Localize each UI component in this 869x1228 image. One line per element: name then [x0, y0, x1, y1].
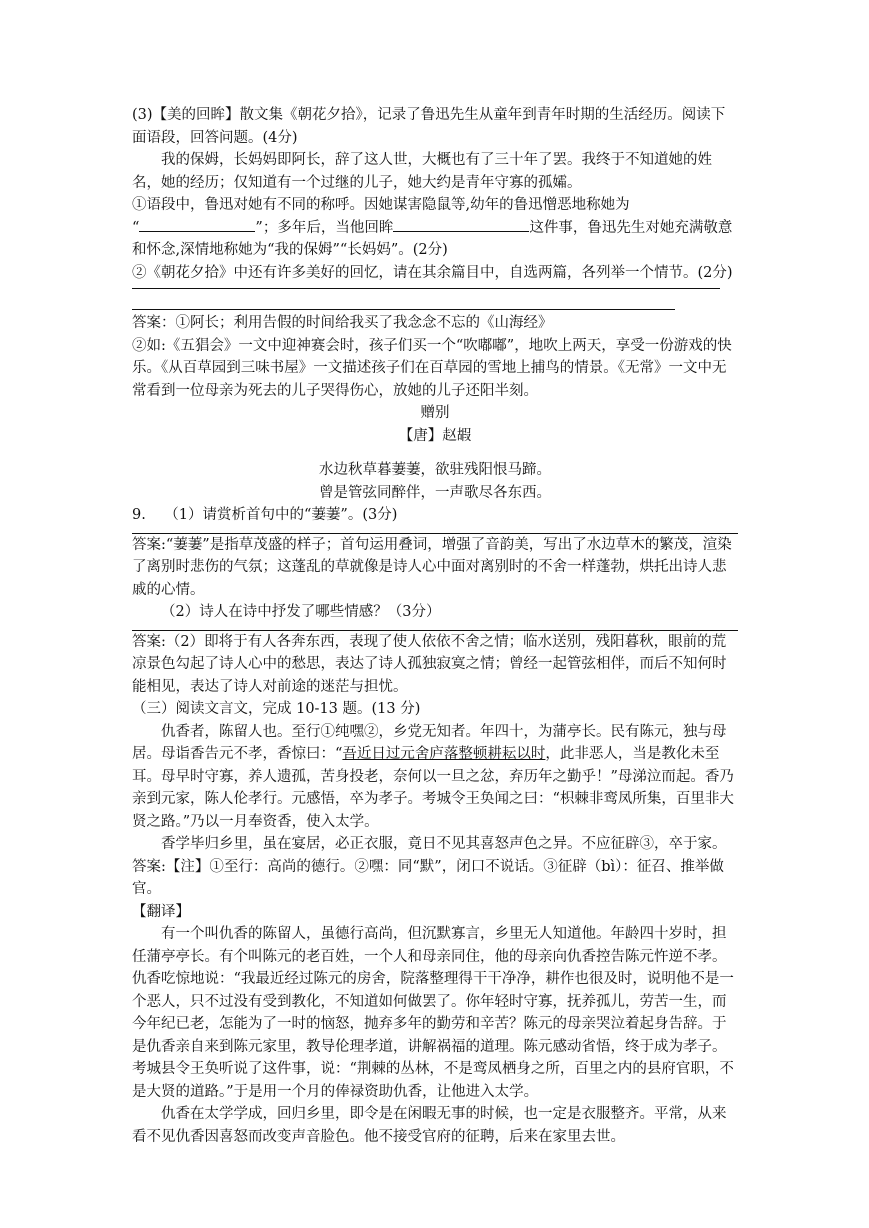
q9-question-2: （2）诗人在诗中抒发了哪些情感？（3分） — [161, 604, 441, 620]
poem-line-1: 水边秋草暮萋萋，欲驻残阳恨马蹄。 — [319, 462, 551, 478]
para1-text-b: ，此非恶人，当是教化未至耳。母早时守寡，养人遗孤，苦身投老，奈何以一旦之忿，弃历年之勤乎！”母涕泣而起。香乃亲到元家，陈人伦孝行。元感悟，卒为孝子。考城令王奂闻之曰：“枳棘非鸾凤所集，百里非大贤之路。”乃以一月奉资香，使入太学。 — [132, 746, 734, 830]
q3-answer-2: ②如:《五猖会》一文中迎神赛会时，孩子们买一个“吹嘟嘟”，地吹上两天，享受一份游戏的快乐。《从百草园到三味书屋》一文描述孩子们在百草园的雪地上捕鸟的情景。《无常》一文中无常看到一位母亲为死去的儿子哭得伤心，放她的儿子还阳半刻。 — [132, 337, 732, 399]
poem-author: 【唐】赵嘏 — [398, 427, 472, 444]
q3-intro: (3)【美的回眸】散文集《朝花夕拾》，记录了鲁迅先生从童年到青年时期的生活经历。阅读下面语段，回答问题。(4分) — [132, 107, 726, 146]
classical-para-2: 香学毕归乡里，虽在宴居，必正衣服，竟日不见其喜怒声色之异。不应征辟③，卒于家。 — [161, 836, 727, 852]
q9-answer-2: 答案:（2）即将于有人各奔东西，表现了使人依依不舍之情；临水送别，残阳暮秋，眼前的荒凉景色勾起了诗人心中的愁思，表达了诗人孤独寂寞之情；曾经一起管弦相伴，而后不知何时能相见，表达了诗人对前途的迷茫与担忧。 — [132, 633, 727, 695]
translation-heading: 【翻译】 — [132, 903, 190, 920]
q3-sub1-a: ①语段中，鲁迅对她有不同的称呼。因她谋害隐鼠等,幼年的鲁迅憎恶地称她为 — [132, 197, 630, 213]
sub1-mid-text: ”；多年后，当他回眸 — [255, 219, 394, 236]
poem-line-2: 曾是管弦同醉伴，一声歌尽各东西。 — [319, 484, 551, 501]
answer-line-2[interactable] — [132, 309, 675, 310]
q3-answer-1: 答案：①阿长；利用告假的时间给我买了我念念不忘的《山海经》 — [132, 315, 553, 331]
q9-answer-1: 答案:“萋萋”是指草茂盛的样子；首句运用叠词，增强了音韵美，写出了水边草木的繁茂，渲染了离别时悲伤的气氛；这蓬乱的草就像是诗人心中面对离别时的不舍一样蓬勃，烘托出诗人悲戚的心情。 — [132, 536, 732, 598]
q9-q1-text: （1）请赏析首句中的“萋萋”。(3分) — [164, 507, 398, 523]
q3-sub2: ②《朝花夕拾》中还有许多美好的回忆，请在其余篇目中，自选两篇，各列举一个情节。(2分) — [132, 264, 733, 281]
poem-title: 赠别 — [420, 405, 450, 421]
q9-question-1 — [132, 504, 738, 527]
para1-underlined-sentence: 吾近日过元舍庐落整顿耕耘以时 — [342, 746, 546, 762]
translation-para-1: 有一个叫仇香的陈留人，虽德行高尚，但沉默寡言，乡里无人知道他。年龄四十岁时，担任蒲亭亭长。有个叫陈元的老百姓，一个人和母亲同住，他的母亲向仇香控告陈元忤逆不孝。仇香吃惊地说：“我最近经过陈元的房舍，院落整理得干干净净，耕作也很及时，说明他不是一个恶人，只不过没有受到教化，不知道如何做罢了。你年轻时守寡，抚养孤儿，劳苦一生，而今年纪已老，怎能为了一时的恼怒，抛弃多年的勤劳和辛苦？陈元的母亲哭泣着起身告辞。于是仇香亲自来到陈元家里，教导伦理孝道，讲解祸福的道理。陈元感动省悟，终于成为孝子。考城县令王奂听说了这件事，说：“荆棘的丛林，不是鸾凤栖身之所，百里之内的县府官职，不是大贤的道路。”于是用一个月的俸禄资助仇香，让他进入太学。 — [132, 926, 734, 1100]
section3-heading: （三）阅读文言文，完成 10-13 题。(13 分) — [132, 701, 421, 717]
answer-blank-2[interactable] — [393, 217, 529, 232]
q9-number: 9. — [132, 507, 146, 523]
quote-open: “ — [132, 219, 140, 236]
translation-para-2: 仇香在太学学成，回归乡里，即令是在闲暇无事的时候，也一定是衣服整齐。平常，从来看不见仇香因喜怒而改变声音脸色。他不接受官府的征聘，后来在家里去世。 — [132, 1106, 727, 1145]
classical-notes: 答案:【注】①至行：高尚的德行。②嘿：同“默”，闭口不说话。③征辟（bì）：征召、推举做官。 — [132, 858, 724, 897]
q3-passage: 我的保姆，长妈妈即阿长，辞了这人世，大概也有了三十年了罢。我终于不知道她的姓名，她的经历；仅知道有一个过继的儿子，她大约是青年守寡的孤孀。 — [132, 152, 712, 191]
q3-sub1-b — [132, 217, 738, 262]
document-page — [132, 104, 738, 1148]
para1-text-a: 仇香者，陈留人也。至行①纯嘿②，乡党无知者。年四十，为蒲亭长。民有陈元，独与母居。母诣香告元不孝，香惊曰：“ — [132, 723, 727, 762]
answer-line-1[interactable] — [132, 288, 720, 289]
sub1-end-text: 这件事，鲁迅先生对她充满敬意和怀念,深情地称她为“我的保姆”“长妈妈”。(2分) — [132, 219, 733, 258]
classical-para-1 — [132, 721, 738, 834]
answer-blank-1[interactable] — [139, 217, 255, 232]
